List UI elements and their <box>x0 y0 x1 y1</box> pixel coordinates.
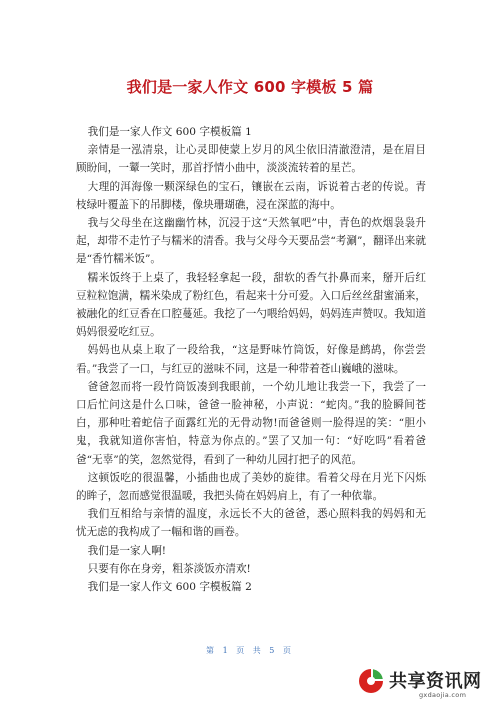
paragraph: 我们是一家人啊! <box>87 544 167 557</box>
document-title: 我们是一家人作文 600 字模板 5 篇 <box>126 78 374 96</box>
paragraph: 这顿饭吃的很温馨，小插曲也成了美妙的旋律。看着父母在月光下闪烁的眸子，忽而感觉很温暖，我把头倚在妈妈肩上，有了一种依靠。 <box>76 471 426 503</box>
paragraph: 只要有你在身旁，粗茶淡饭亦清欢! <box>87 562 251 575</box>
watermark <box>357 665 497 705</box>
paragraph: 我们是一家人作文 600 字模板篇 2 <box>87 581 252 594</box>
watermark-url: gxdaojia.com <box>419 691 467 699</box>
paragraph: 我们互相给与亲情的温度，永远长不大的爸爸，悉心照料我的妈妈和无忧无虑的我构成了一幅和谐的画卷。 <box>76 508 426 539</box>
paragraph: 糯米饭终于上桌了，我轻轻拿起一段，甜软的香气扑鼻而来，掰开后红豆粒粒饱满，糯米染成了粉红色，看起来十分可爱。入口后丝丝甜蜜涌来，被融化的红豆香在口腔蔓延。我挖了一勺喂给妈妈，妈妈连声赞叹。我知道妈妈很爱吃红豆。 <box>76 271 426 339</box>
paragraph: 我们是一家人作文 600 字模板篇 1 <box>87 126 252 138</box>
paragraph: 我与父母坐在这幽幽竹林，沉浸于这“天然氧吧”中，青色的炊烟袅袅升起，却带不走竹子与糯米的清香。我与父母今天要品尝“考涮”，翻译出来就是“香竹糯米饭”。 <box>76 217 426 266</box>
share-logo-icon <box>357 667 385 695</box>
paragraph: 爸爸忽而将一段竹筒饭凑到我眼前，一个幼儿地让我尝一下，我尝了一口后忙问这是什么口味，爸爸一脸神秘，小声说：“蛇肉。”我的脸瞬间苍白，那种吐着蛇信子面露红光的无骨动物!而爸爸则一脸得逞的笑：“胆小鬼，我就知道你害怕，特意为你点的。”罢了又加一句：“好吃吗”看着爸爸“无辜”的笑，忽然觉得，看到了一种幼儿园打把子的风范。 <box>76 380 426 466</box>
document-body <box>76 123 426 596</box>
paragraph: 大理的洱海像一颗深绿色的宝石，镶嵌在云南，诉说着古老的传说。青枝绿叶覆盖下的吊脚楼，像块珊瑚礁，浸在深蓝的海中。 <box>76 180 426 211</box>
page-footer: 第 1 页 共 5 页 <box>206 646 294 655</box>
paragraph: 亲情是一泓清泉，让心灵即使蒙上岁月的风尘依旧清澈澄清，是在眉目顾盼间，一颦一笑时，那首抒情小曲中，淡淡流转着的星芒。 <box>76 144 426 175</box>
paragraph: 妈妈也从桌上取了一段给我，“这是野味竹筒饭，好像是鹧鸪，你尝尝看。”我尝了一口，与红豆的滋味不同，这是一种带着苍山巍峨的滋味。 <box>76 344 426 375</box>
watermark-text: 共享资讯网 <box>389 671 482 692</box>
